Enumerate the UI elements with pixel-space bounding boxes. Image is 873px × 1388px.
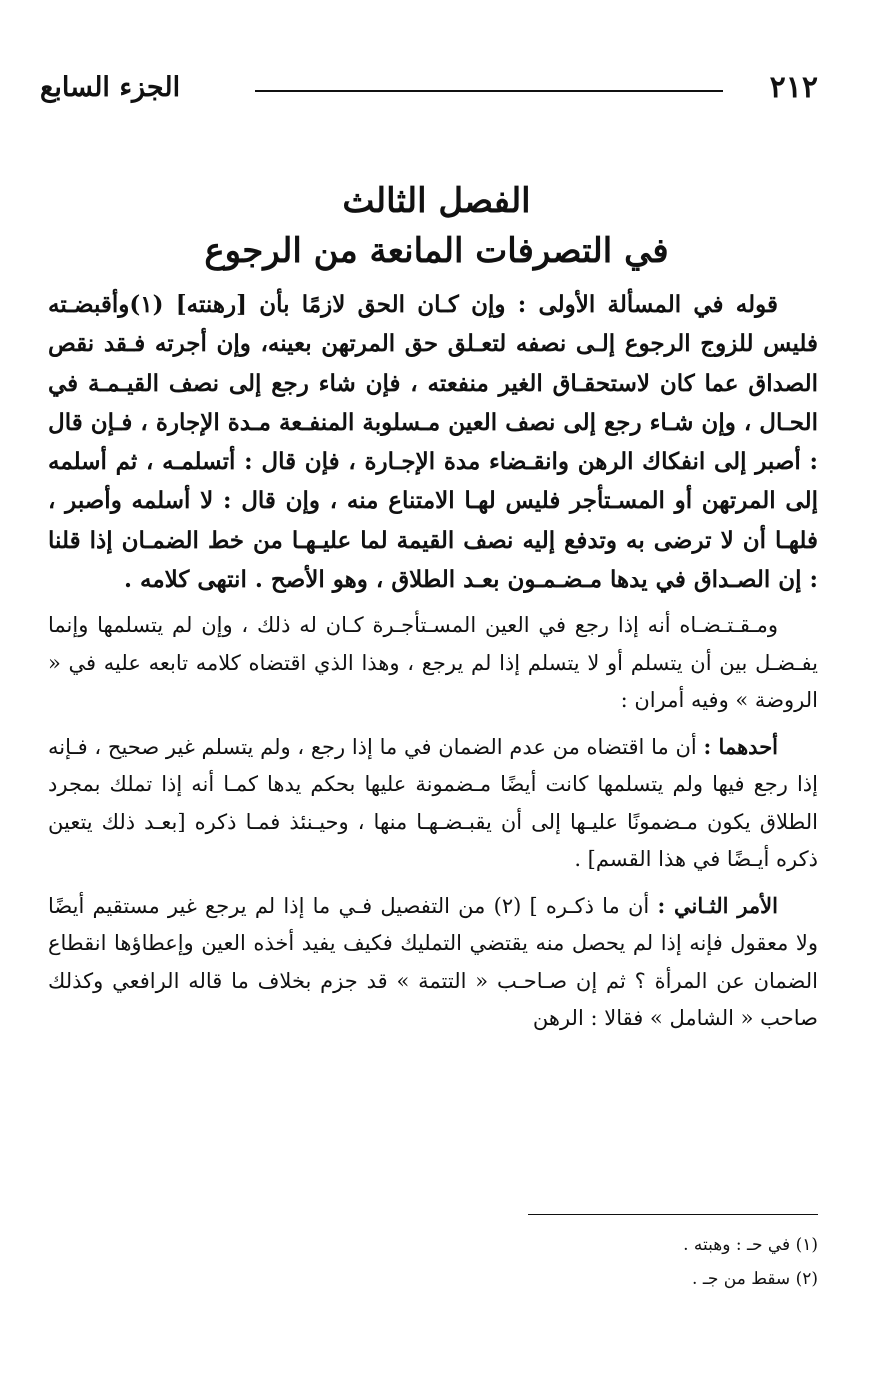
paragraph-text: ومـقـتـضـاه أنه إذا رجع في العين المسـتأجـرة كـان له ذلك ، وإن لم يتسلمها وإنما يفـضـل بين أن يتسلم أو لا يتسلم إذا لم يرجع ، وهذا الذي اقتضاه كلامه تابعه عليه في « الروضة » وفيه أمران : (48, 613, 818, 713)
header-rule (255, 90, 723, 92)
body-text (48, 285, 818, 1046)
chapter-title: الفصل الثالث (342, 181, 531, 221)
chapter-subtitle: في التصرفات المانعة من الرجوع (204, 231, 669, 271)
paragraph-commentary (48, 607, 818, 720)
page-number: ٢١٢ (769, 70, 818, 105)
paragraph-quote (48, 285, 818, 599)
footnote-2: (٢) سقط من جـ . (692, 1269, 818, 1289)
paragraph-lead: أحدهما : (703, 733, 779, 759)
footnotes (300, 1228, 818, 1296)
paragraph-text: أن ما اقتضاه من عدم الضمان في ما إذا رجع ، ولم يتسلم غير صحيح ، فـإنه إذا رجع فيها ولم يتسلمها كانت أيضًا مـضمونة عليها بحكم يدها كمـا أنه إذا تملك بمجرد الطلاق يكون مـضمونًا عليـها إلى أن يقبـضـهـا منها ، وحيـنئذ فمـا ذكره [بعـد ذلك يتعين ذكره أيـضًا في هذا القسم] . (48, 734, 818, 872)
paragraph-text: قوله في المسألة الأولى : وإن كـان الحق لازمًا بأن [رهنته] (١)وأقبضـته فليس للزوج الرجوع إلـى نصفه لتعـلق حق المرتهن بعينه، وإن أجرته فـقد نقص الصداق عما كان لاستحقـاق الغير منفعته ، فإن شاء رجع إلى نصف القيـمـة في الحـال ، وإن شـاء رجع إلى نصف العين مـسلوبة المنفـعة مـدة الإجارة ، فـإن قال : أصبر إلى انفكاك الرهن وانقـضاء مدة الإجـارة ، فإن قال : أتسلمـه ، ثم أسلمه إلى المرتهن أو المسـتأجر فليس لهـا الامتناع منه ، وإن قال : لا أسلمه وأصبر ، فلهـا أن لا ترضى به وتدفع إليه نصف القيمة لما عليـهـا من خط الضمـان إذا قلنا : إن الصـداق في يدها مـضـمـون بعـد الطلاق ، وهو الأصح . انتهى كلامه . (48, 291, 818, 594)
volume-title: الجزء السابع (40, 72, 181, 103)
page-header (40, 68, 818, 112)
paragraph-text: أن ما ذكـره ] (٢) من التفصيل فـي ما إذا لم يرجع غير مستقيم أيضًا ولا معقول فإنه إذا لم يحصل منه يقتضي التمليك فكيف يفيد أخذه العين وإعطاؤها انقطاع الضمان عن المرأة ؟ ثم إن صـاحـب « التتمة » قد جزم بخلاف ما قاله الرافعي وكذلك صاحب « الشامل » فقالا : الرهن (48, 893, 818, 1031)
footnote-1: (١) في حـ : وهبته . (683, 1235, 818, 1255)
chapter-heading (0, 176, 873, 276)
paragraph-lead: الأمر الثـاني : (657, 892, 778, 918)
footnote-rule (528, 1214, 818, 1215)
paragraph-first-point (48, 728, 818, 879)
paragraph-second-point (48, 887, 818, 1038)
